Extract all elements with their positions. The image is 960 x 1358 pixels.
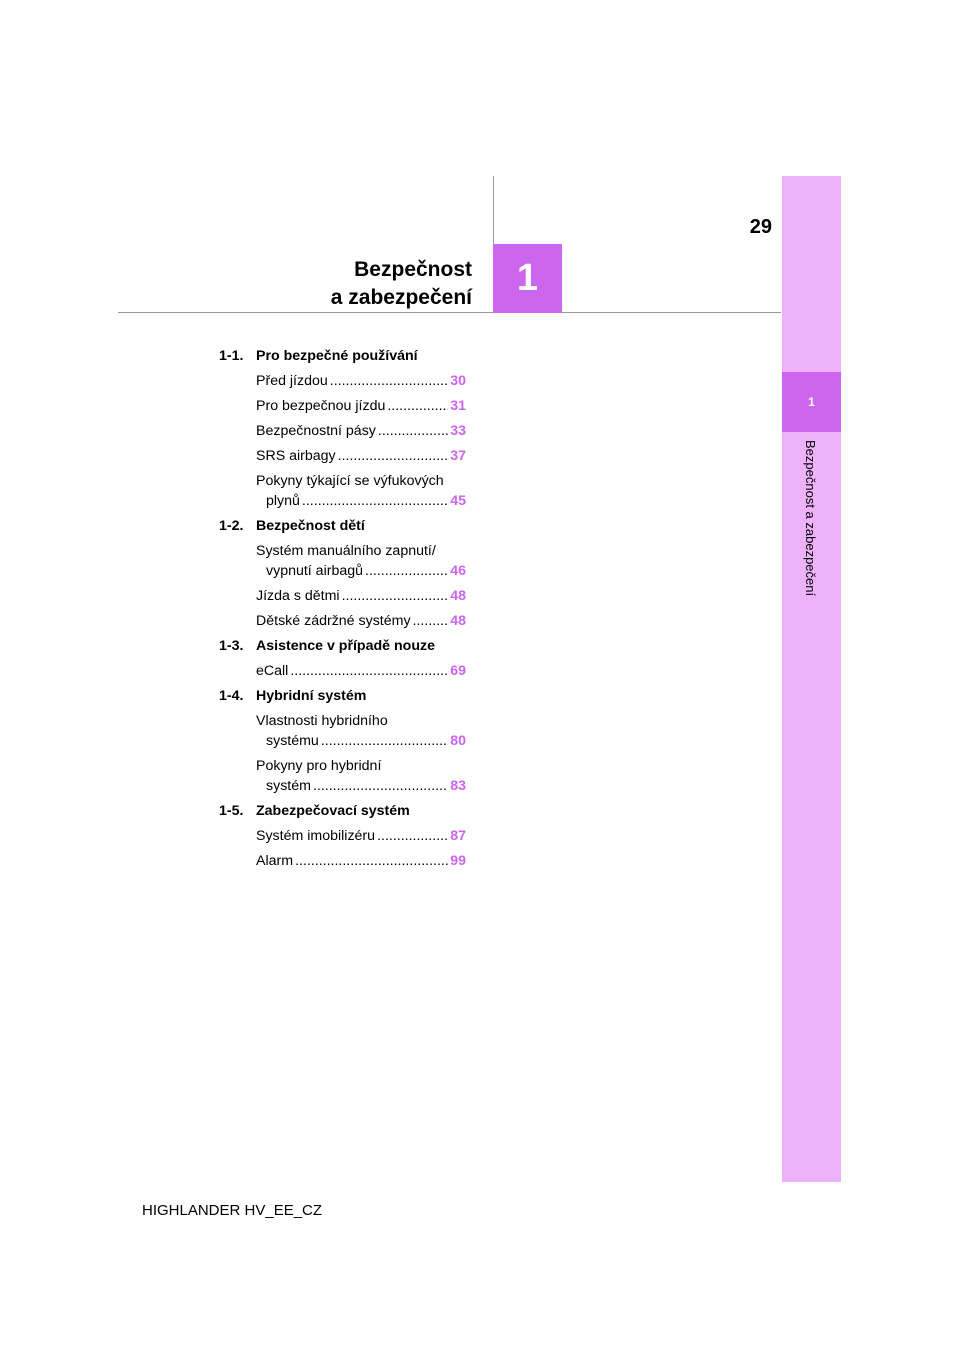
toc-entry-label: Pokyny týkající se výfukových bbox=[256, 473, 444, 489]
toc-page-link[interactable]: 83 bbox=[450, 778, 466, 794]
toc-entry-label: systému bbox=[266, 733, 319, 749]
toc-entry-label: Před jízdou bbox=[256, 373, 328, 389]
toc-section-heading bbox=[219, 686, 479, 706]
side-tab-chapter-number[interactable]: 1 bbox=[782, 372, 841, 432]
header-horizontal-divider bbox=[118, 312, 781, 313]
chapter-title-line2: a zabezpečení bbox=[330, 286, 472, 309]
toc-entry[interactable] bbox=[256, 851, 466, 871]
toc-entry-label: Alarm bbox=[256, 853, 294, 869]
toc-dot-leader bbox=[302, 491, 448, 511]
toc-entry-label: SRS airbagy bbox=[256, 448, 336, 464]
toc-dot-leader bbox=[330, 371, 448, 391]
toc-section-title: Pro bezpečné používání bbox=[256, 348, 418, 364]
toc-dot-leader bbox=[290, 661, 448, 681]
toc-entry[interactable] bbox=[256, 756, 466, 796]
toc-dot-leader bbox=[342, 586, 449, 606]
toc-page-link[interactable]: 48 bbox=[450, 613, 466, 629]
toc-page-link[interactable]: 80 bbox=[450, 733, 466, 749]
toc-section-number: 1-3. bbox=[219, 638, 244, 654]
chapter-title-line1: Bezpečnost bbox=[354, 258, 472, 281]
toc-entry[interactable] bbox=[256, 826, 466, 846]
toc-dot-leader bbox=[321, 731, 448, 751]
chapter-title bbox=[250, 256, 472, 312]
toc-entry-label: eCall bbox=[256, 663, 289, 679]
toc-page-link[interactable]: 37 bbox=[450, 448, 466, 464]
toc-section-heading bbox=[219, 801, 479, 821]
toc-page-link[interactable]: 46 bbox=[450, 563, 466, 579]
toc-entry-label: systém bbox=[266, 778, 311, 794]
toc-dot-leader bbox=[413, 611, 449, 631]
toc-dot-leader bbox=[313, 776, 448, 796]
toc-section-title: Bezpečnost dětí bbox=[256, 518, 365, 534]
toc-entry[interactable] bbox=[256, 661, 466, 681]
toc-dot-leader bbox=[338, 446, 449, 466]
toc-section-number: 1-1. bbox=[219, 348, 244, 364]
toc-section-title: Hybridní systém bbox=[256, 688, 367, 704]
toc-section-heading bbox=[219, 516, 479, 536]
toc-entry-label: vypnutí airbagů bbox=[266, 563, 364, 579]
toc-section-number: 1-2. bbox=[219, 518, 244, 534]
toc-section-title: Zabezpečovací systém bbox=[256, 803, 410, 819]
side-tab-label-text: Bezpečnost a zabezpečení bbox=[803, 440, 818, 597]
toc-page-link[interactable]: 48 bbox=[450, 588, 466, 604]
toc-entry[interactable] bbox=[256, 586, 466, 606]
toc-page-link[interactable]: 87 bbox=[450, 828, 466, 844]
toc-entry[interactable] bbox=[256, 421, 466, 441]
toc-section-heading bbox=[219, 636, 479, 656]
toc-section-title: Asistence v případě nouze bbox=[256, 638, 435, 654]
table-of-contents bbox=[219, 346, 479, 876]
toc-dot-leader bbox=[378, 421, 448, 441]
toc-page-link[interactable]: 45 bbox=[450, 493, 466, 509]
toc-entry[interactable] bbox=[256, 471, 466, 511]
toc-entry[interactable] bbox=[256, 371, 466, 391]
toc-entry-label: Pro bezpečnou jízdu bbox=[256, 398, 386, 414]
toc-dot-leader bbox=[377, 826, 448, 846]
toc-entry[interactable] bbox=[256, 446, 466, 466]
toc-entry[interactable] bbox=[256, 541, 466, 581]
toc-entry-label: Pokyny pro hybridní bbox=[256, 758, 382, 774]
toc-dot-leader bbox=[365, 561, 448, 581]
toc-dot-leader bbox=[295, 851, 448, 871]
toc-entry-label: Vlastnosti hybridního bbox=[256, 713, 388, 729]
toc-entry[interactable] bbox=[256, 711, 466, 751]
side-tab bbox=[782, 176, 841, 1182]
toc-page-link[interactable]: 30 bbox=[450, 373, 466, 389]
footer-model-code: HIGHLANDER HV_EE_CZ bbox=[142, 1202, 323, 1219]
toc-page-link[interactable]: 69 bbox=[450, 663, 466, 679]
toc-entry-label: Systém imobilizéru bbox=[256, 828, 376, 844]
toc-page-link[interactable]: 99 bbox=[450, 853, 466, 869]
toc-section-number: 1-4. bbox=[219, 688, 244, 704]
toc-section-number: 1-5. bbox=[219, 803, 244, 819]
toc-entry-label: Bezpečnostní pásy bbox=[256, 423, 376, 439]
toc-entry-label: Jízda s dětmi bbox=[256, 588, 340, 604]
toc-entry-label: plynů bbox=[266, 493, 300, 509]
toc-dot-leader bbox=[387, 396, 448, 416]
chapter-number-box: 1 bbox=[493, 244, 562, 313]
toc-entry-label: Dětské zádržné systémy bbox=[256, 613, 411, 629]
toc-entry-label: Systém manuálního zapnutí/ bbox=[256, 543, 436, 559]
toc-section-heading bbox=[219, 346, 479, 366]
toc-page-link[interactable]: 33 bbox=[450, 423, 466, 439]
toc-page-link[interactable]: 31 bbox=[450, 398, 466, 414]
toc-entry[interactable] bbox=[256, 396, 466, 416]
page-number: 29 bbox=[749, 216, 772, 238]
toc-entry[interactable] bbox=[256, 611, 466, 631]
